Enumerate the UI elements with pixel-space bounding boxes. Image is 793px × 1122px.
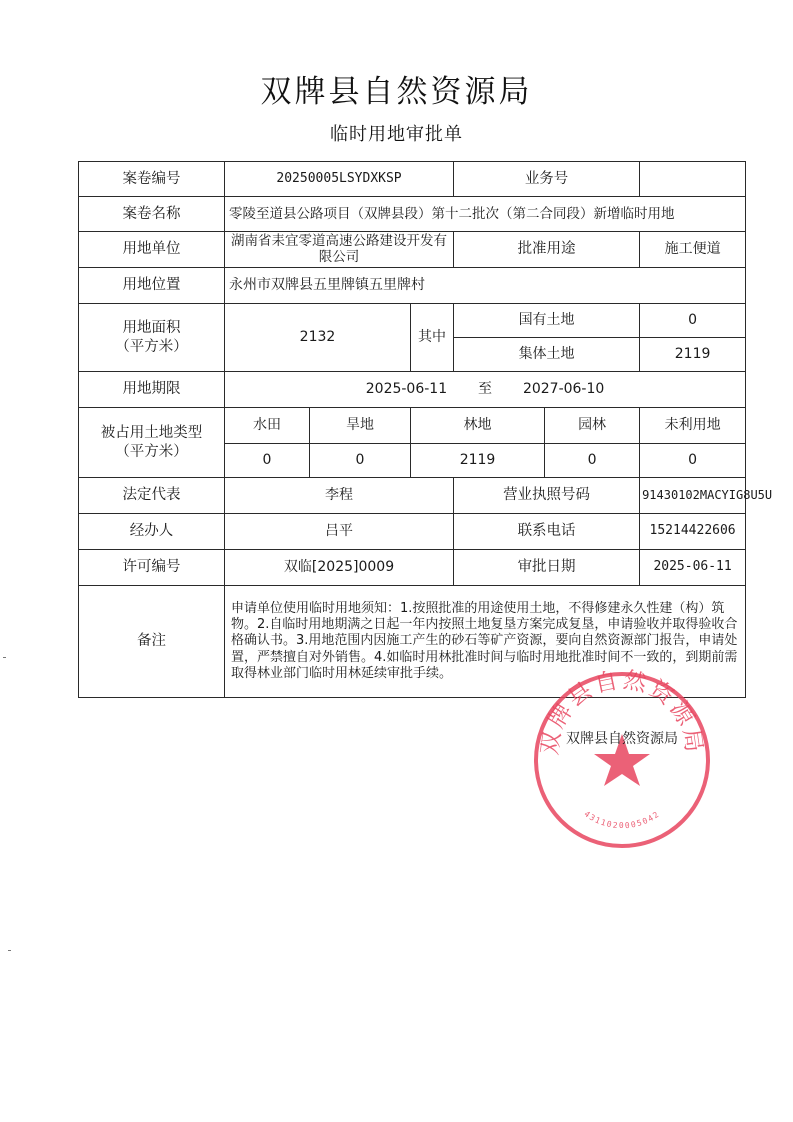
state-land-label: 国有土地: [454, 304, 640, 338]
of-which-label: 其中: [411, 304, 454, 372]
remarks-label: 备注: [79, 586, 225, 698]
row-legal-rep: [79, 478, 746, 514]
period-to: 至: [478, 380, 493, 397]
case-no-value: 20250005LSYDXKSP: [225, 162, 454, 197]
business-no-label: 业务号: [454, 162, 640, 197]
area-value: 2132: [225, 304, 411, 372]
license-no-value: 91430102MACYIG8U5U: [640, 478, 746, 514]
phone-value: 15214422606: [640, 514, 746, 550]
land-type-value: 0: [225, 444, 310, 478]
land-type-name: 园林: [545, 408, 640, 444]
document-title: 双牌县自然资源局: [260, 74, 533, 110]
row-case-name: [79, 197, 746, 232]
location-label: 用地位置: [79, 268, 225, 304]
phone-label: 联系电话: [454, 514, 640, 550]
location-value: 永州市双牌县五里牌镇五里牌村: [225, 268, 746, 304]
land-type-name: 林地: [411, 408, 545, 444]
period-value: [225, 372, 746, 408]
row-case-no: [79, 162, 746, 197]
land-type-value: 0: [640, 444, 746, 478]
land-type-value: 2119: [411, 444, 545, 478]
land-type-name: 旱地: [310, 408, 411, 444]
row-land-types-header: [79, 408, 746, 444]
applicant-label: 用地单位: [79, 232, 225, 268]
case-no-label: 案卷编号: [79, 162, 225, 197]
land-type-name: 水田: [225, 408, 310, 444]
state-land-value: 0: [640, 304, 746, 338]
land-types-label: 被占用土地类型 （平方米）: [79, 408, 225, 478]
land-type-value: 0: [545, 444, 640, 478]
row-location: [79, 268, 746, 304]
approval-date-value: 2025-06-11: [640, 550, 746, 586]
collective-land-label: 集体土地: [454, 338, 640, 372]
handler-label: 经办人: [79, 514, 225, 550]
case-name-value: 零陵至道县公路项目（双牌县段）第十二批次（第二合同段）新增临时用地: [225, 197, 746, 232]
period-start: 2025-06-11: [365, 380, 448, 397]
approval-form-table: [78, 161, 773, 698]
permit-no-value: 双临[2025]0009: [225, 550, 454, 586]
legal-rep-value: 李程: [225, 478, 454, 514]
land-type-value: 0: [310, 444, 411, 478]
approval-date-label: 审批日期: [454, 550, 640, 586]
row-applicant: [79, 232, 746, 268]
land-type-name: 未利用地: [640, 408, 746, 444]
svg-text:4311020005042: 4311020005042: [582, 809, 662, 831]
row-handler: [79, 514, 746, 550]
official-seal-stamp: [530, 668, 714, 852]
approved-use-label: 批准用途: [454, 232, 640, 268]
period-label: 用地期限: [79, 372, 225, 408]
scan-mark: [8, 950, 11, 951]
business-no-value: [640, 162, 746, 197]
row-area-state: [79, 304, 746, 338]
permit-no-label: 许可编号: [79, 550, 225, 586]
license-no-label: 营业执照号码: [454, 478, 640, 514]
issuer-signature-label: 双牌县自然资源局: [566, 731, 678, 747]
document-subtitle: 临时用地审批单: [330, 124, 463, 145]
approved-use-value: 施工便道: [640, 232, 746, 268]
applicant-value: 湖南省耒宜零道高速公路建设开发有限公司: [225, 232, 454, 268]
remarks-value: 申请单位使用临时用地须知：1.按照批准的用途使用土地，不得修建永久性建（构）筑物。2.自临时用地期满之日起一年内按照土地复垦方案完成复垦，申请验收并取得验收合格确认书。3.用地范围内因施工产生的砂石等矿产资源，要向自然资源部门报告，申请处置，严禁擅自对外销售。4.如临时用林批准时间与临时用地批准时间不一致的，到期前需取得林业部门临时用林延续审批手续。: [225, 586, 746, 698]
case-name-label: 案卷名称: [79, 197, 225, 232]
collective-land-value: 2119: [640, 338, 746, 372]
scan-mark: [3, 657, 6, 658]
legal-rep-label: 法定代表: [79, 478, 225, 514]
row-permit: [79, 550, 746, 586]
handler-value: 吕平: [225, 514, 454, 550]
period-end: 2027-06-10: [522, 380, 605, 397]
svg-text:双牌县自然资源局: 双牌县自然资源局: [537, 668, 707, 757]
row-period: [79, 372, 746, 408]
area-label: 用地面积 （平方米）: [79, 304, 225, 372]
